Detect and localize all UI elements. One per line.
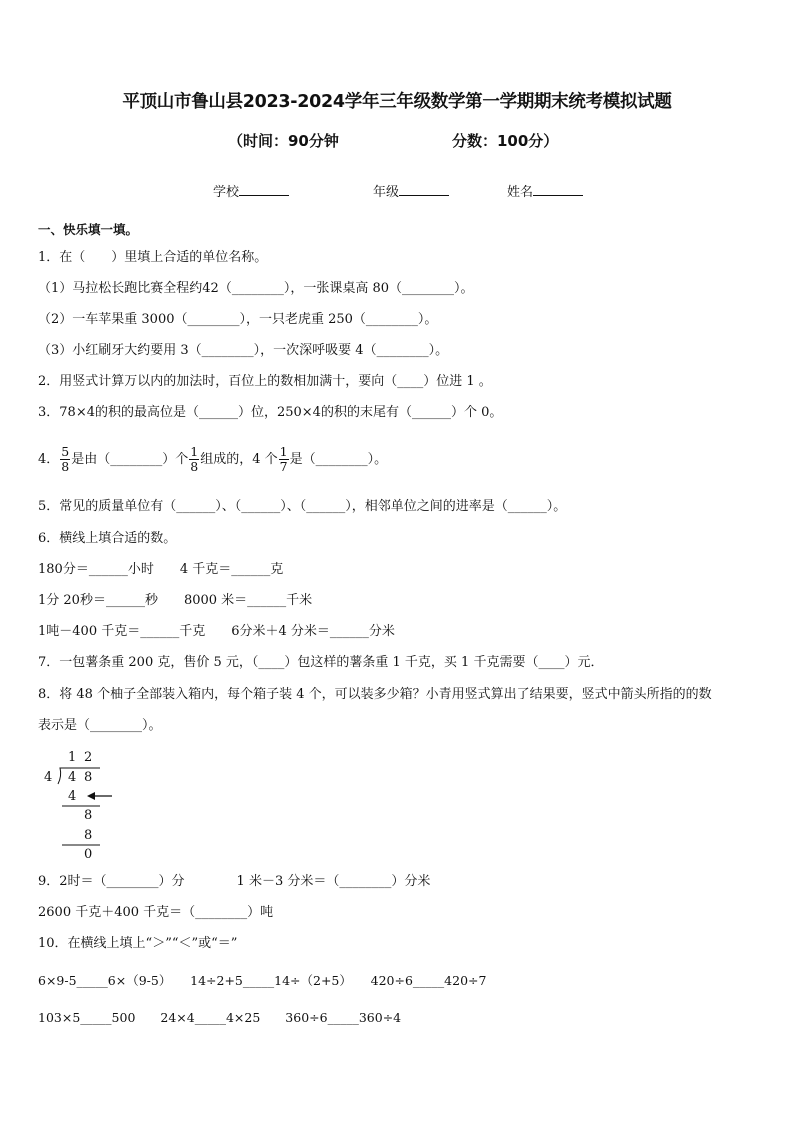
exam-time: （时间：90分钟 (228, 132, 339, 150)
q4-part-3: 是（________）。 (289, 452, 388, 467)
exam-score: 分数：100分） (452, 132, 559, 150)
page-title: 平顶山市鲁山县2023-2024学年三年级数学第一学期期末统考模拟试题 (122, 92, 672, 112)
q9-line-2: 2600 千克＋400 千克＝（________）吨 (38, 905, 274, 920)
school-label: 学校 (213, 185, 240, 200)
quotient-tens: 1 (68, 750, 77, 765)
step-2-bring-down: 8 (84, 808, 93, 823)
q4-part-2: 组成的，4 个 (200, 452, 278, 467)
name-field (507, 181, 583, 200)
fraction-5-8: $\frac{5}{8}$ (61, 444, 70, 474)
q4-part-1: 是由（________）个 (71, 452, 189, 467)
q6-line-3: 1吨－400 千克＝______千克 6分米＋4 分米＝______分米 (38, 624, 395, 639)
arrow-icon (87, 792, 112, 800)
school-field (213, 181, 289, 200)
q3-text: 3．78×4的积的最高位是（______）位，250×4的积的末尾有（______）个 0。 (38, 405, 503, 420)
q7-text: 7．一包薯条重 200 克，售价 5 元，（____）包这样的薯条重 1 千克，买 1 千克需要（____）元． (38, 655, 604, 670)
name-blank[interactable] (533, 183, 583, 196)
grade-blank[interactable] (399, 183, 449, 196)
division-bracket (58, 768, 100, 784)
name-label: 姓名 (507, 185, 534, 200)
q6-stem: 6．横线上填合适的数。 (38, 531, 177, 546)
q4-text (38, 442, 387, 478)
q8-line-2: 表示是（________）。 (38, 718, 162, 733)
school-blank[interactable] (239, 183, 289, 196)
fraction-1-8: $\frac{1}{8}$ (190, 444, 199, 474)
q1-line-2: （2）一车苹果重 3000（________），一只老虎重 250（________）。 (38, 312, 438, 327)
q1-line-1: （1）马拉松长跑比赛全程约42（________），一张课桌高 80（________）。 (38, 281, 474, 296)
remainder: 0 (84, 847, 93, 862)
quotient-ones: 2 (84, 750, 93, 765)
step-3-product: 8 (84, 828, 93, 843)
long-division-figure (40, 750, 130, 865)
q10-line-2: 103×5_____500 24×4_____4×25 360÷6_____360÷4 (38, 1010, 402, 1025)
dividend-ones: 8 (84, 770, 93, 785)
q2-text: 2．用竖式计算万以内的加法时，百位上的数相加满十，要向（____）位进 1 。 (38, 374, 492, 389)
grade-label: 年级 (373, 185, 400, 200)
q9-line-1: 9．2时＝（________）分 1 米－3 分米＝（________）分米 (38, 874, 431, 889)
fraction-1-7: $\frac{1}{7}$ (279, 444, 288, 474)
divisor: 4 (44, 770, 53, 785)
division-lines (40, 750, 130, 865)
q10-line-1: 6×9-5_____6×（9-5） 14÷2+5_____14÷（2+5） 420÷6_____420÷7 (38, 973, 487, 988)
q1-line-3: （3）小红刷牙大约要用 3（________），一次深呼吸要 4（________）。 (38, 343, 449, 358)
section-heading: 一、快乐填一填。 (38, 222, 139, 237)
dividend-tens: 4 (68, 770, 77, 785)
q1-stem: 1．在（ ）里填上合适的单位名称。 (38, 250, 268, 265)
grade-field (373, 181, 449, 200)
q6-line-2: 1分 20秒＝______秒 8000 米＝______千米 (38, 593, 313, 608)
q6-line-1: 180分＝______小时 4 千克＝______克 (38, 562, 284, 577)
q4-number: 4． (38, 452, 60, 467)
q10-stem: 10．在横线上填上“＞”“＜”或“＝” (38, 936, 238, 951)
q8-line-1: 8．将 48 个柚子全部装入箱内，每个箱子装 4 个，可以装多少箱？小青用竖式算出了结果要，竖式中箭头所指的的数 (38, 687, 712, 702)
step-1-product: 4 (68, 789, 77, 804)
q5-text: 5．常见的质量单位有（______）、（______）、（______），相邻单位之间的进率是（______）。 (38, 499, 567, 514)
